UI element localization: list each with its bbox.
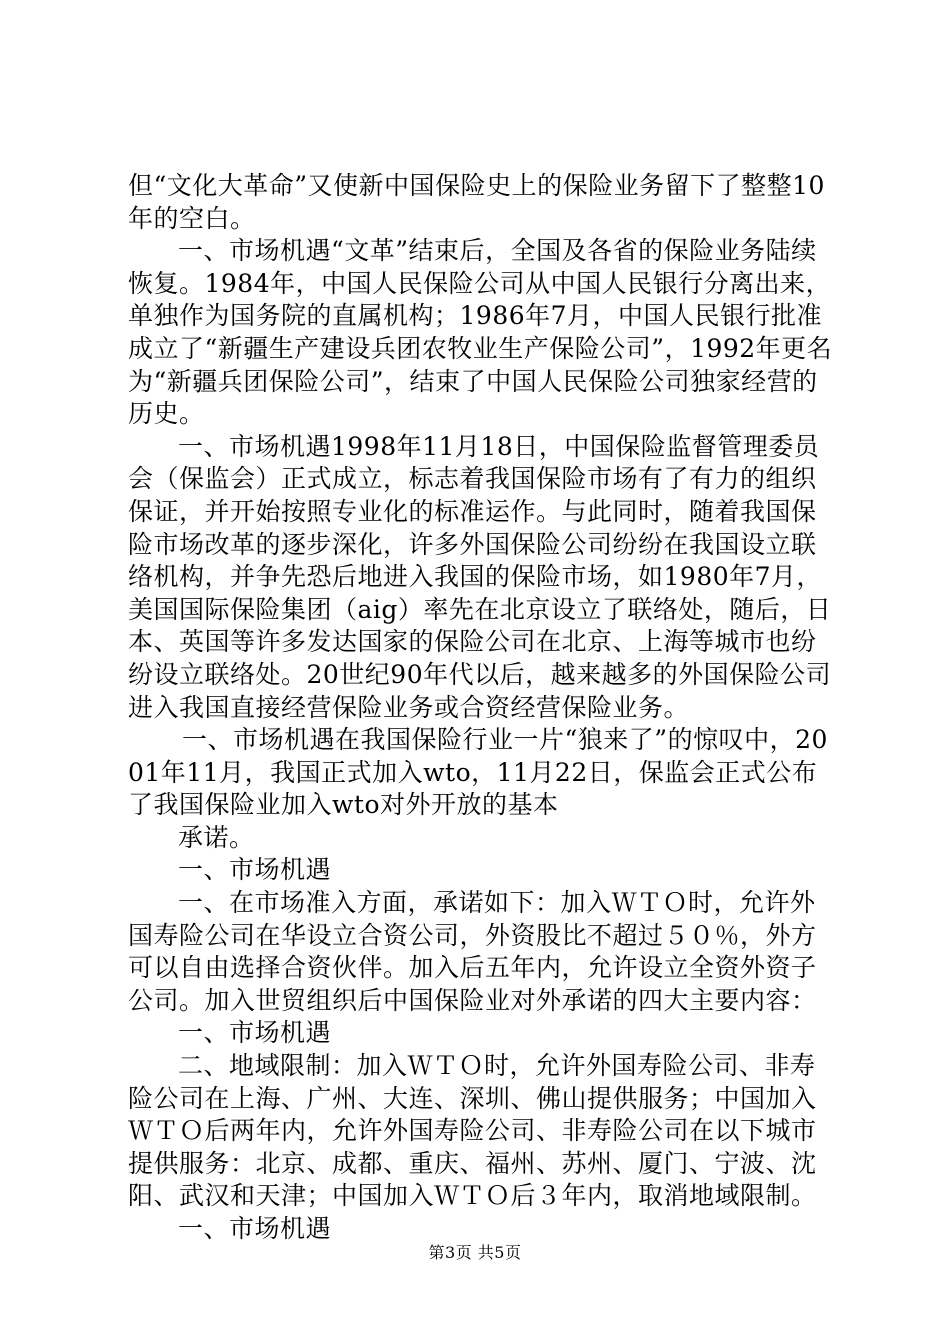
section-heading-3: 一、市场机遇 [178, 1214, 332, 1243]
paragraph-4: 一、市场机遇在我国保险行业一片“狼来了”的惊叹中，2001年11月，我国正式加入wto，11月22日，保监会正式公布了我国保险业加入wto对外开放的基本 [128, 725, 828, 820]
paragraph-2: 一、市场机遇“文革”结束后，全国及各省的保险业务陆续恢复。1984年，中国人民保险公司从中国人民银行分离出来，单独作为国务院的直属机构；1986年7月，中国人民银行批准成立了“新疆生产建设兵团农牧业生产保险公司”，1992年更名为“新疆兵团保险公司”，结束了中国人民保险公司独家经营的历史。 [128, 236, 833, 429]
paragraph-6: 一、在市场准入方面，承诺如下：加入ＷＴＯ时，允许外国寿险公司在华设立合资公司，外资股比不超过５０％，外方可以自由选择合资伙伴。加入后五年内，允许设立全资外资子公司。加入世贸组织后中国保险业对外承诺的四大主要内容： [128, 888, 817, 1015]
section-heading-1: 一、市场机遇 [178, 855, 332, 885]
paragraph-3: 一、市场机遇1998年11月18日，中国保险监督管理委员会（保监会）正式成立，标志着我国保险市场有了有力的组织保证，并开始按照专业化的标准运作。与此同时，随着我国保险市场改革的逐步深化，许多外国保险公司纷纷在我国设立联络机构，并争先恐后地进入我国的保险市场，如1980年7月，美国国际保险集团（aig）率先在北京设立了联络处，随后，日本、英国等许多发达国家的保险公司在北京、上海等城市也纷纷设立联络处。20世纪90年代以后，越来越多的外国保险公司进入我国直接经营保险业务或合资经营保险业务。 [128, 431, 832, 722]
paragraph-1: 但“文化大革命”又使新中国保险史上的保险业务留下了整整10年的空白。 [128, 171, 825, 233]
document-body [128, 170, 840, 1246]
paragraph-5: 承诺。 [178, 822, 255, 852]
page-number: 第3页 共5页 [428, 1243, 522, 1262]
page-footer [0, 1243, 950, 1263]
section-heading-2: 一、市场机遇 [178, 1018, 332, 1048]
paragraph-7: 二、地域限制：加入ＷＴＯ时，允许外国寿险公司、非寿险公司在上海、广州、大连、深圳、佛山提供服务；中国加入ＷＴＯ后两年内，允许外国寿险公司、非寿险公司在以下城市提供服务：北京、成都、重庆、福州、苏州、厦门、宁波、沈阳、武汉和天津；中国加入ＷＴＯ后３年内，取消地域限制。 [128, 1051, 817, 1211]
